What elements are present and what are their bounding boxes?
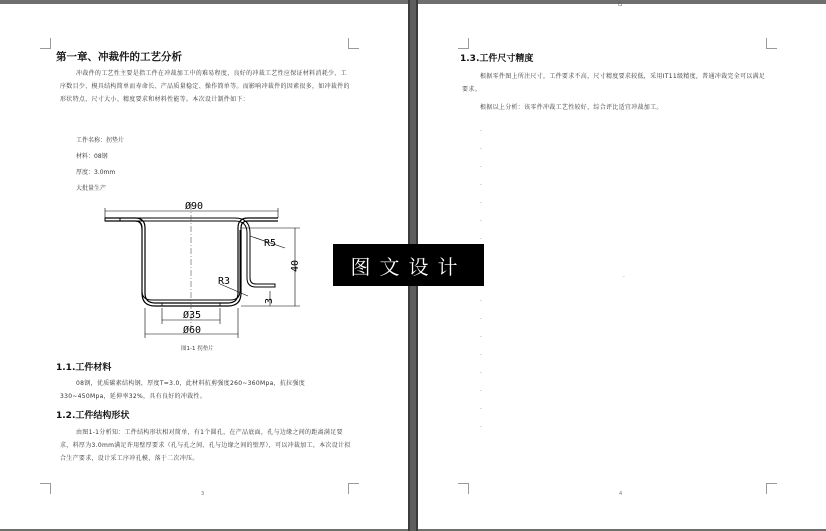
- section-1-3-text-2: 根据以上分析：该零件冲裁工艺性较好，综合评比适宜冲裁加工。: [480, 104, 663, 111]
- dim-label-40: 40: [290, 259, 301, 272]
- dim-label-o35: Ø35: [183, 310, 202, 321]
- corner-mark-top-left: [458, 38, 469, 49]
- watermark-banner: 图文设计: [333, 244, 484, 286]
- paragraph-mark: .: [480, 198, 482, 205]
- paragraph-mark: .: [480, 180, 482, 187]
- figure-caption: 图1-1 拐垫片: [181, 346, 214, 352]
- paragraph-mark: .: [480, 162, 482, 169]
- paragraph-mark: .: [480, 404, 482, 411]
- paragraph-mark: .: [480, 216, 482, 223]
- corner-mark-bottom-right: [348, 483, 359, 494]
- section-1-3-title: 1.3.工件尺寸精度: [460, 54, 534, 64]
- page-top-marker: ▫: [618, 0, 623, 8]
- paragraph-mark: .: [623, 272, 625, 279]
- dim-label-3: 3: [264, 297, 275, 304]
- corner-mark-bottom-left: [40, 483, 51, 494]
- spec-line-material: 材料：08钢: [76, 153, 108, 160]
- corner-mark-top-left: [40, 38, 51, 49]
- paragraph-mark: .: [480, 314, 482, 321]
- part-drawing-figure: [100, 196, 320, 346]
- section-1-1-title: 1.1.工件材料: [56, 363, 112, 373]
- section-1-2-text: 由图1-1分析知：工件结构形状相对简单，有1个圆孔，在产品底面，孔与边缘之间的距离满足要求，料厚为3.0mm满足许用壁厚要求（孔与孔之间、孔与边缘之间的壁厚），可以冲裁加工，本次设计拟合生产要求，设计采工序冲孔模，落于二次冲压。: [60, 429, 351, 462]
- intro-paragraph: 冲裁件的工艺性主要是指工件在冲裁加工中的难易程度，良好的冲裁工艺性应保证材料消耗少、工序数目少、模具结构简单而寿命长、产品质量稳定、操作简单等。而影响冲裁件的因素很多，如冲裁件的形状特点、尺寸大小、精度要求和材料性能等。本次设计制件如下：: [60, 70, 350, 103]
- paragraph-mark: .: [480, 332, 482, 339]
- corner-mark-bottom-left: [458, 483, 469, 494]
- dim-label-o60: Ø60: [183, 325, 202, 336]
- spec-line-name: 工件名称：拐垫片: [76, 137, 125, 144]
- paragraph-mark: .: [480, 422, 482, 429]
- section-1-1-text: 08钢，优质碳素结构钢，厚度T=3.0，此材料抗剪强度260~360Mpa，抗拉强度330~450Mpa，延伸率32%，具有良好的冲裁性。: [60, 380, 306, 400]
- paragraph-mark: .: [480, 234, 482, 241]
- paragraph-mark: .: [480, 350, 482, 357]
- paragraph-mark: .: [480, 126, 482, 133]
- section-1-3-text-1: 根据零件图上所注尺寸，工件要求不高，尺寸精度要求较低，采用IT11级精度，普通冲裁完全可以满足要求。: [462, 73, 766, 93]
- chapter-title: 第一章、冲裁件的工艺分析: [56, 51, 182, 63]
- page-number-right: 4: [619, 491, 623, 497]
- page-number-left: 3: [201, 491, 205, 497]
- spec-line-thickness: 厚度：3.0mm: [76, 169, 116, 176]
- corner-mark-top-right: [766, 38, 777, 49]
- corner-mark-top-right: [348, 38, 359, 49]
- dim-label-r3: R3: [218, 276, 231, 287]
- dim-label-r5: R5: [264, 238, 277, 249]
- paragraph-mark: .: [480, 296, 482, 303]
- part-flange-right: [120, 218, 275, 287]
- corner-mark-bottom-right: [766, 483, 777, 494]
- spec-line-production: 大批量生产: [76, 185, 107, 192]
- paragraph-mark: .: [480, 386, 482, 393]
- section-1-2-title: 1.2.工件结构形状: [56, 411, 130, 421]
- dim-label-o90: Ø90: [185, 201, 204, 212]
- paragraph-mark: .: [480, 368, 482, 375]
- paragraph-mark: .: [480, 144, 482, 151]
